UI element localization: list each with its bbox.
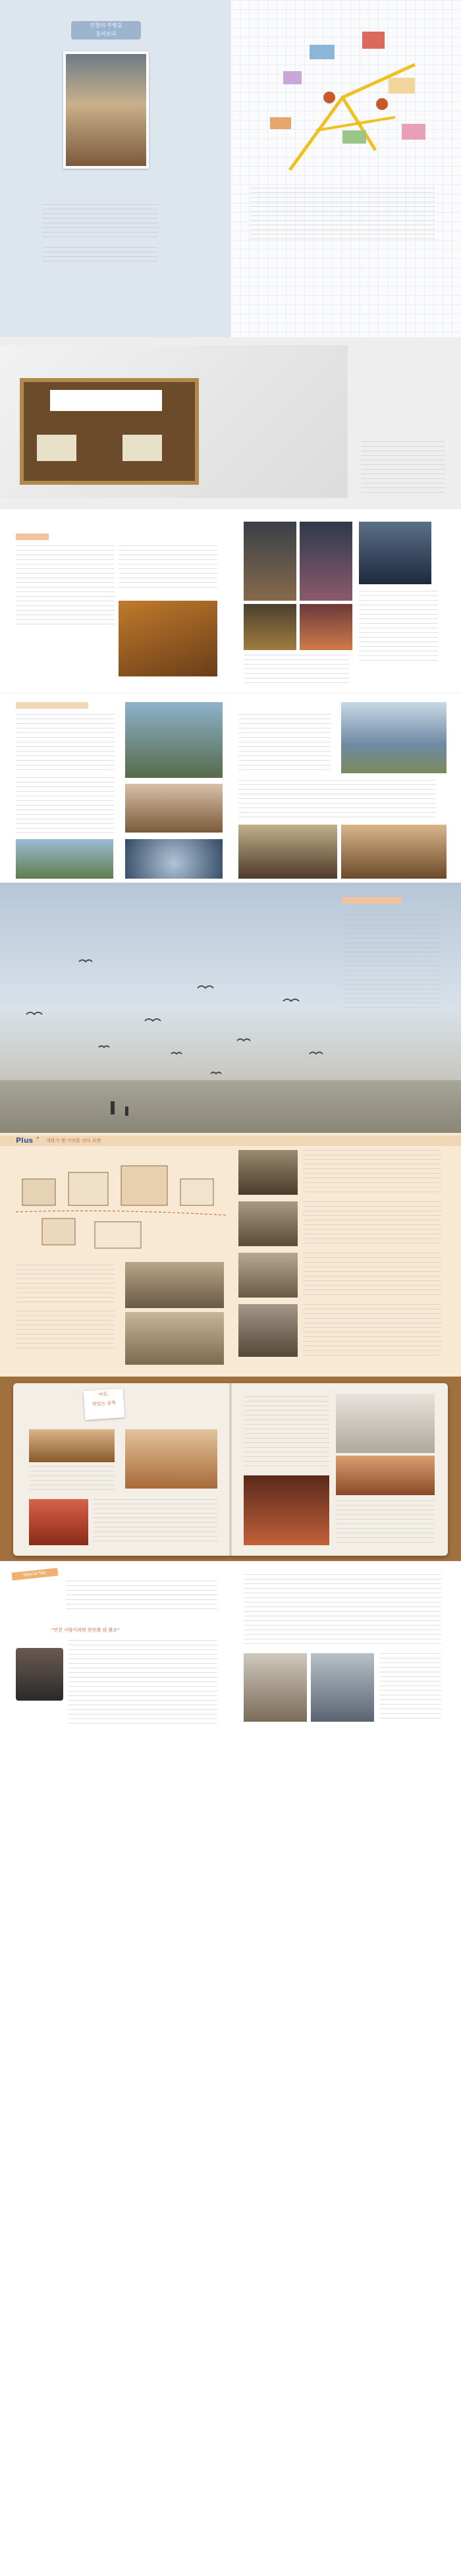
market-section-title (16, 534, 49, 541)
plus-text-4 (303, 1201, 441, 1246)
food-text-2 (94, 1499, 217, 1545)
sky-text-panel (342, 897, 445, 1022)
food-photo-building (336, 1394, 435, 1453)
interview-text-3 (379, 1653, 441, 1722)
spread-sky (0, 883, 461, 1133)
pavilion-photo (238, 825, 337, 879)
market-left-text (16, 545, 115, 624)
market-night-photo (359, 522, 431, 584)
kiosk-card-1 (37, 435, 76, 461)
harbor-col2-text (16, 777, 115, 834)
sculpture-photo (125, 839, 223, 879)
title-badge-line2: 둘러보다 (95, 31, 117, 37)
fried-food-photo (119, 601, 217, 676)
food-photo-dish (336, 1456, 435, 1495)
spread-cover (0, 0, 461, 337)
food-photo-restaurant (244, 1475, 329, 1545)
food-title-line2: 맛있는 골목 (92, 1400, 117, 1408)
plus-label-sup: + (36, 1135, 40, 1141)
plus-text-1 (16, 1265, 115, 1304)
plus-text-6 (303, 1304, 441, 1357)
spread-market (0, 508, 461, 693)
kiosk-board (20, 378, 199, 485)
plus-photo-6 (238, 1304, 298, 1357)
harbor-col1-text (16, 714, 115, 771)
photo-caption-text (361, 441, 445, 493)
plus-photo-3 (238, 1150, 298, 1195)
food-photo-spicy (29, 1499, 88, 1545)
food-photo-jajang (125, 1429, 217, 1489)
plus-text-3 (303, 1150, 441, 1195)
market-side-text (359, 591, 438, 663)
interviewee-photo (16, 1648, 63, 1701)
market-people-photo (300, 522, 352, 601)
plus-photo-1 (125, 1262, 224, 1308)
food-text-4 (336, 1500, 435, 1545)
title-badge (71, 21, 141, 40)
intro-text (42, 204, 158, 241)
spread-harbor (0, 693, 461, 883)
plus-header-bar (0, 1136, 461, 1146)
food-text-3 (244, 1396, 329, 1469)
interview-text-1 (68, 1640, 217, 1724)
spread-photo (0, 337, 461, 508)
harbor-col4-text (238, 780, 436, 819)
plus-label: Plus (16, 1136, 34, 1145)
food-photo-noodles (29, 1429, 115, 1462)
plus-photo-2 (125, 1312, 224, 1365)
market-photo (63, 51, 149, 169)
interview-tag: Special Talk (12, 1568, 59, 1580)
plus-photo-5 (238, 1253, 298, 1298)
food-title-card (84, 1388, 125, 1420)
spread-interview (0, 1561, 461, 1732)
food-title-line1: 이곳, (97, 1391, 109, 1398)
plus-text-2 (16, 1311, 115, 1350)
market-aisle-photo (244, 522, 296, 601)
sky-section-title (342, 897, 402, 905)
sky-text (342, 910, 441, 1009)
spread-food (0, 1377, 461, 1561)
harbor-photo-1 (125, 702, 223, 778)
waterfront-photo (341, 702, 447, 773)
blank-lower-area (0, 1732, 461, 2576)
plus-photo-4 (238, 1201, 298, 1246)
interview-lead (66, 1581, 217, 1612)
cover-left-panel (0, 0, 230, 337)
info-table (250, 188, 435, 239)
notebook-spine (229, 1383, 232, 1556)
market-stall-photo (244, 604, 296, 650)
interview-photo-2 (244, 1653, 307, 1722)
park-photo (16, 839, 113, 879)
intro-text-2 (42, 247, 158, 265)
sunset-photo (341, 825, 447, 879)
interview-photo-3 (311, 1653, 374, 1722)
plus-text-5 (303, 1253, 441, 1298)
market-caption (244, 655, 349, 684)
harbor-photo-2 (125, 784, 223, 833)
street-illustration (16, 1159, 227, 1258)
kiosk-card-2 (122, 435, 162, 461)
market-food-photo (300, 604, 352, 650)
harbor-col3-text (238, 714, 331, 773)
kiosk-sign (50, 390, 162, 411)
harbor-section-title (16, 702, 88, 710)
title-badge-line1: 인천의 부평을 (90, 22, 122, 28)
plus-title: 개화기 옛 거리를 걷다 보면 (46, 1138, 101, 1143)
spread-plus (0, 1133, 461, 1377)
food-text-1 (29, 1466, 115, 1493)
market-right-text (119, 545, 217, 591)
illustrated-map (244, 18, 448, 177)
interview-quote: "인천 사람이라면 한번쯤 와 봤죠" (51, 1628, 120, 1633)
interview-text-2 (244, 1574, 441, 1647)
shop-photo-area (0, 345, 348, 498)
